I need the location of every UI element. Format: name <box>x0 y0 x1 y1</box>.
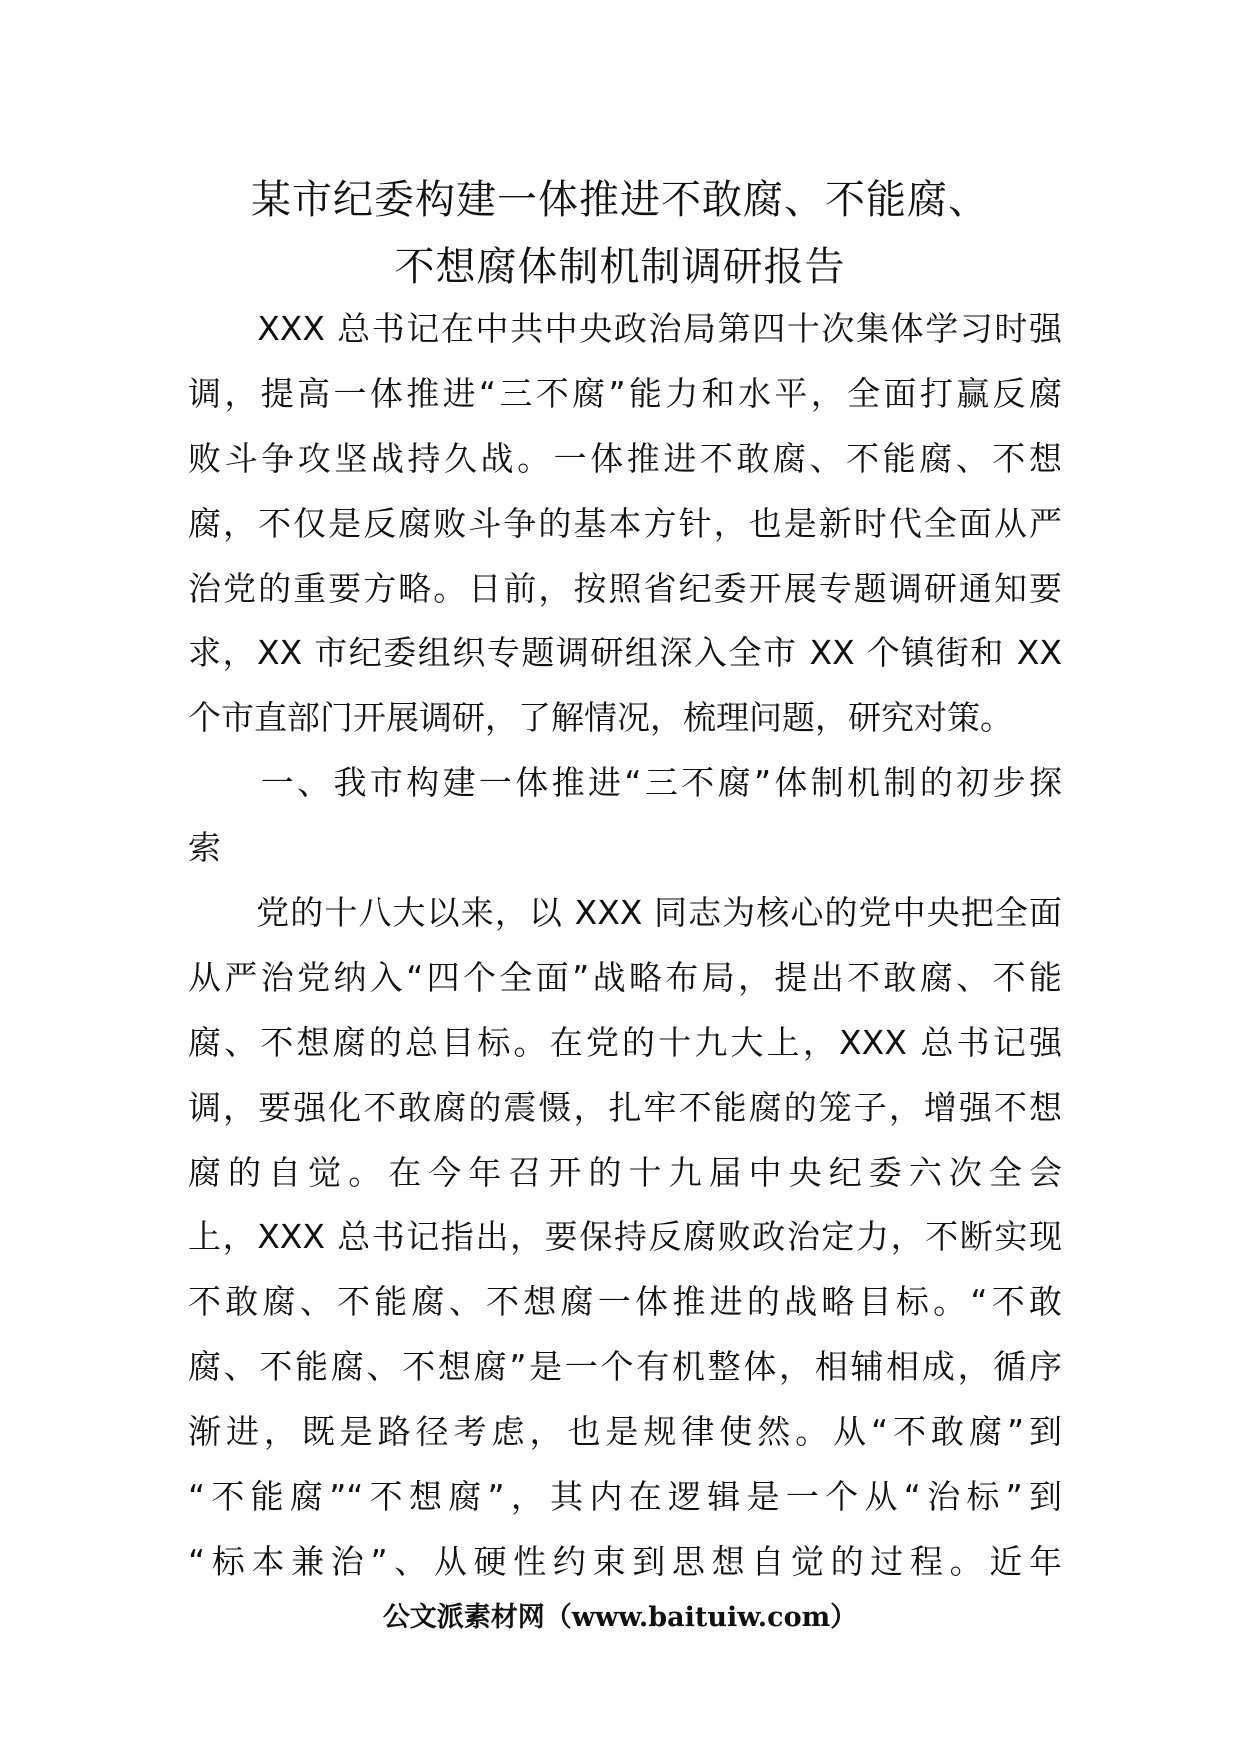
section-heading-line: 索 <box>188 828 221 868</box>
body-line: 不敢腐、不能腐、不想腐一体推进的战略目标。“不敢 <box>188 1282 1062 1322</box>
body-line: 渐进，既是路径考虑，也是规律使然。从“不敢腐”到 <box>188 1412 1062 1452</box>
body-line: “不能腐”“不想腐”，其内在逻辑是一个从“治标”到 <box>188 1477 1062 1517</box>
body-line: 腐、不能腐、不想腐”是一个有机整体，相辅相成，循序 <box>188 1347 1062 1387</box>
footer-watermark: 公文派素材网（www.baituiw.com） <box>382 1602 858 1633</box>
document-body <box>188 297 1062 1595</box>
body-line: 腐、不想腐的总目标。在党的十九大上，XXX 总书记强 <box>188 1022 1062 1062</box>
body-line: “标本兼治”、从硬性约束到思想自觉的过程。近年 <box>188 1541 1062 1581</box>
section-heading-line: 一、我市构建一体推进“三不腐”体制机制的初步探 <box>188 763 1062 803</box>
document-title-line-1: 某市纪委构建一体推进不敢腐、不能腐、 <box>251 177 989 223</box>
body-line: 个市直部门开展调研，了解情况，梳理问题，研究对策。 <box>188 698 1013 738</box>
body-line: 败斗争攻坚战持久战。一体推进不敢腐、不能腐、不想 <box>188 438 1062 478</box>
document-title-line-2: 不想腐体制机制调研报告 <box>394 244 846 290</box>
body-line: 治党的重要方略。日前，按照省纪委开展专题调研通知要 <box>188 568 1062 608</box>
body-line: 调，提高一体推进“三不腐”能力和水平，全面打赢反腐 <box>188 373 1062 413</box>
body-line: 上，XXX 总书记指出，要保持反腐败政治定力，不断实现 <box>188 1217 1062 1257</box>
body-line: 调，要强化不敢腐的震慑，扎牢不能腐的笼子，增强不想 <box>188 1087 1062 1127</box>
body-line: 从严治党纳入“四个全面”战略布局，提出不敢腐、不能 <box>188 957 1062 997</box>
body-line: 腐，不仅是反腐败斗争的基本方针，也是新时代全面从严 <box>188 503 1062 543</box>
body-line: 腐的自觉。在今年召开的十九届中央纪委六次全会 <box>188 1152 1062 1192</box>
body-line: 求，XX 市纪委组织专题调研组深入全市 XX 个镇街和 XX <box>188 633 1062 673</box>
body-line: 党的十八大以来，以 XXX 同志为核心的党中央把全面 <box>188 893 1062 933</box>
body-line: XXX 总书记在中共中央政治局第四十次集体学习时强 <box>188 309 1062 348</box>
